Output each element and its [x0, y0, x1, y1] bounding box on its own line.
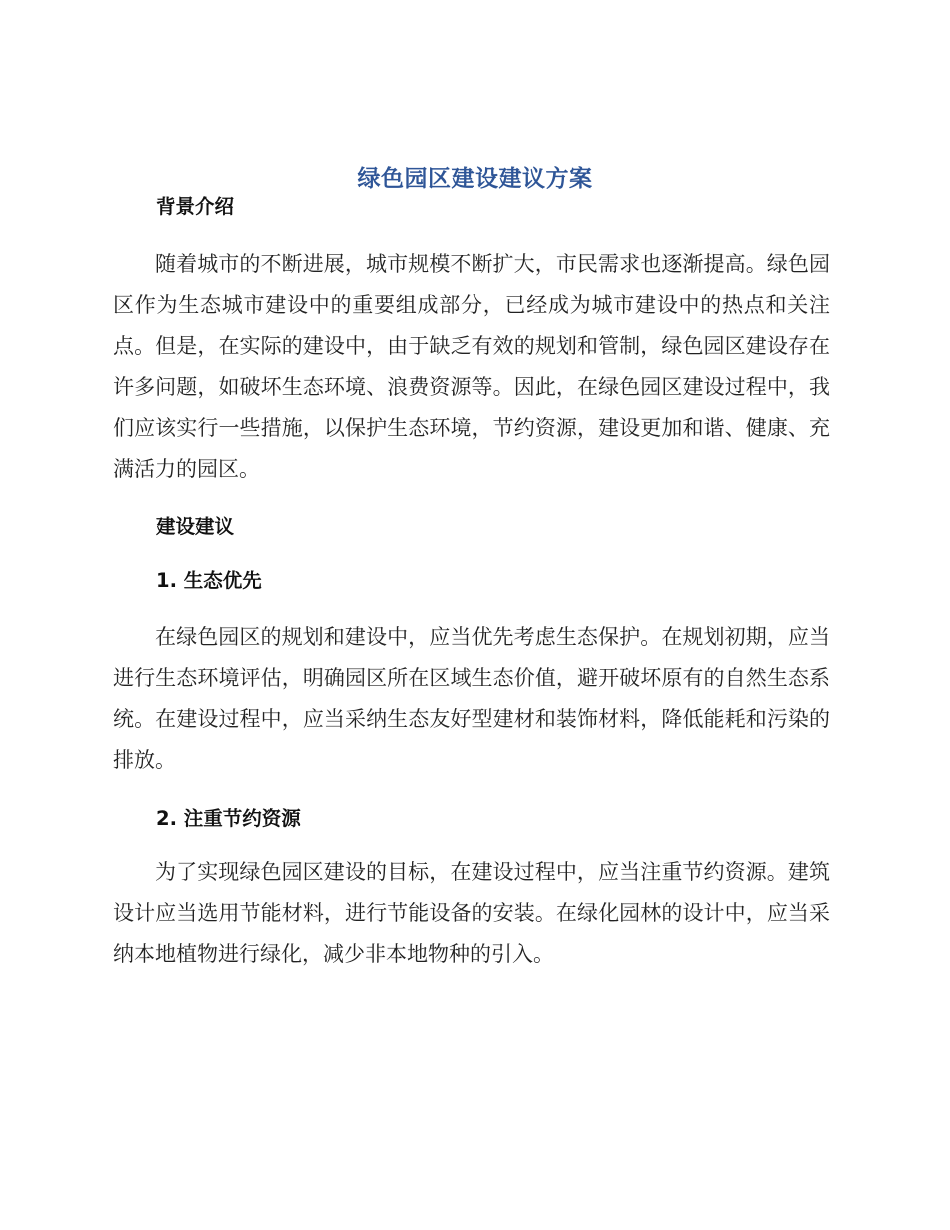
subsection-heading-save-resources: 2. 注重节约资源	[156, 807, 301, 830]
section-heading-background: 背景介绍	[156, 195, 235, 218]
document-title: 绿色园区建设建议方案	[357, 166, 593, 193]
subsection-heading-ecology-first: 1. 生态优先	[156, 569, 262, 592]
paragraph-ecology-first: 在绿色园区的规划和建设中，应当优先考虑生态保护。在规划初期，应当进行生态环境评估，明确园区所在区域生态价值，避开破坏原有的自然生态系统。在建设过程中，应当采纳生态友好型建材和装饰材料，降低能耗和污染的排放。	[113, 625, 830, 772]
paragraph-save-resources: 为了实现绿色园区建设的目标，在建设过程中，应当注重节约资源。建筑设计应当选用节能材料，进行节能设备的安装。在绿化园林的设计中，应当采纳本地植物进行绿化，减少非本地物种的引入。	[113, 860, 830, 966]
paragraph-background: 随着城市的不断进展，城市规模不断扩大，市民需求也逐渐提高。绿色园区作为生态城市建设中的重要组成部分，已经成为城市建设中的热点和关注点。但是，在实际的建设中，由于缺乏有效的规划和管制，绿色园区建设存在许多问题，如破坏生态环境、浪费资源等。因此，在绿色园区建设过程中，我们应该实行一些措施，以保护生态环境，节约资源，建设更加和谐、健康、充满活力的园区。	[113, 252, 830, 481]
section-heading-suggestions: 建设建议	[156, 515, 235, 538]
